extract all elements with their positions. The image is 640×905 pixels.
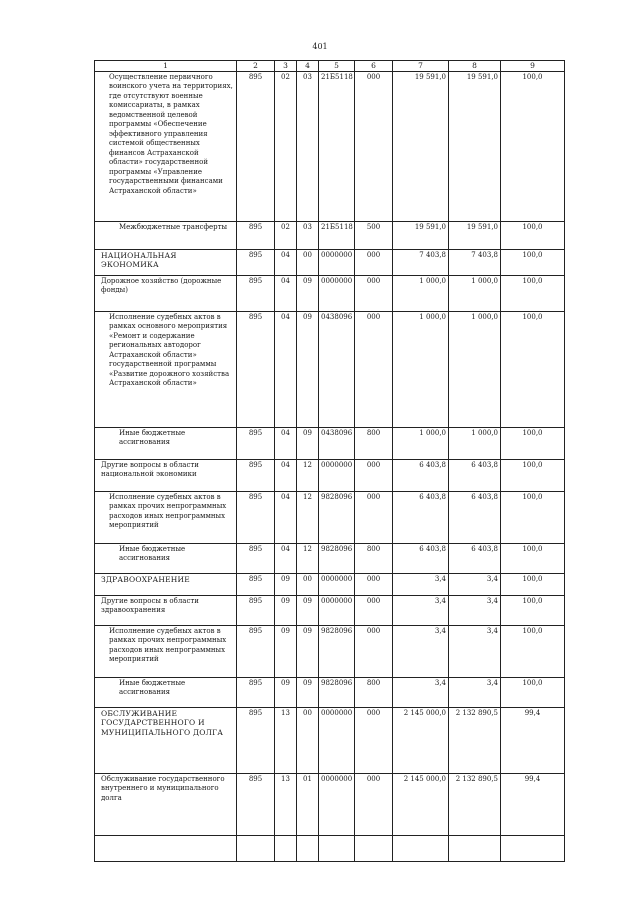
row-name: Иные бюджетные ассигнования [95,677,237,707]
table-row [95,427,565,459]
row-subsection: 09 [297,275,319,311]
row-subsection: 00 [297,707,319,773]
row-subsection: 09 [297,595,319,625]
row-expense-type: 000 [355,459,393,491]
row-planned: 6 403,8 [393,491,449,543]
row-section: 13 [275,707,297,773]
row-section: 04 [275,275,297,311]
row-name: Обслуживание государственного внутреннего и муниципального долга [95,773,237,835]
row-target-item: 21Б5118 [319,221,355,249]
row-percent: 100,0 [501,249,565,275]
header-cell: 5 [319,61,355,72]
row-expense-type: 800 [355,427,393,459]
row-percent: 100,0 [501,459,565,491]
row-subsection: 03 [297,221,319,249]
row-target-item: 0000000 [319,459,355,491]
header-cell: 6 [355,61,393,72]
row-planned: 3,4 [393,625,449,677]
table-row [95,275,565,311]
row-percent: 100,0 [501,573,565,595]
row-ministry: 895 [237,573,275,595]
row-executed: 2 132 890,5 [449,773,501,835]
row-name: Другие вопросы в области здравоохранения [95,595,237,625]
row-percent: 99,4 [501,773,565,835]
row-target-item: 9828096 [319,491,355,543]
row-name: Иные бюджетные ассигнования [95,427,237,459]
row-ministry: 895 [237,491,275,543]
row-target-item: 9828096 [319,625,355,677]
row-section: 02 [275,71,297,221]
row-section: 04 [275,427,297,459]
row-ministry: 895 [237,249,275,275]
header-cell: 7 [393,61,449,72]
table-row [95,773,565,835]
header-cell: 3 [275,61,297,72]
row-ministry: 895 [237,625,275,677]
row-executed: 7 403,8 [449,249,501,275]
row-planned: 19 591,0 [393,221,449,249]
row-name: Иные бюджетные ассигнования [95,543,237,573]
row-subsection: 09 [297,311,319,427]
row-percent: 100,0 [501,595,565,625]
row-section: 04 [275,311,297,427]
header-cell: 2 [237,61,275,72]
row-name: Дорожное хозяйство (дорожные фонды) [95,275,237,311]
row-executed: 6 403,8 [449,543,501,573]
row-planned: 1 000,0 [393,275,449,311]
row-target-item: 0000000 [319,595,355,625]
row-ministry: 895 [237,311,275,427]
row-name: Осуществление первичного воинского учета на территориях, где отсутствуют военные комиссариаты, в рамках ведомственной целевой программы «Обеспечение эффективного управления системой общественных финансов Астраханской области» государственной программы «Управление государственными финансами Астраханской области» [95,71,237,221]
row-target-item: 9828096 [319,677,355,707]
row-expense-type: 000 [355,71,393,221]
row-subsection: 01 [297,773,319,835]
row-section: 04 [275,249,297,275]
row-planned: 6 403,8 [393,543,449,573]
row-section: 02 [275,221,297,249]
table-row [95,459,565,491]
table-row [95,491,565,543]
row-ministry: 895 [237,773,275,835]
row-executed: 1 000,0 [449,427,501,459]
row-percent: 100,0 [501,71,565,221]
row-section: 09 [275,625,297,677]
row-planned: 2 145 000,0 [393,773,449,835]
row-subsection: 00 [297,573,319,595]
row-percent: 99,4 [501,707,565,773]
table-row [95,573,565,595]
row-section: 09 [275,595,297,625]
row-expense-type: 000 [355,491,393,543]
row-ministry: 895 [237,543,275,573]
row-planned: 2 145 000,0 [393,707,449,773]
row-planned: 19 591,0 [393,71,449,221]
row-expense-type: 500 [355,221,393,249]
table-row [95,677,565,707]
row-ministry: 895 [237,677,275,707]
row-executed: 3,4 [449,625,501,677]
row-ministry: 895 [237,221,275,249]
row-expense-type: 000 [355,595,393,625]
row-ministry: 895 [237,275,275,311]
row-expense-type: 000 [355,625,393,677]
row-planned: 1 000,0 [393,311,449,427]
table-row [95,249,565,275]
row-percent: 100,0 [501,427,565,459]
row-executed: 3,4 [449,573,501,595]
row-expense-type: 000 [355,707,393,773]
row-percent: 100,0 [501,491,565,543]
budget-table [94,60,565,862]
row-executed: 3,4 [449,677,501,707]
header-cell: 8 [449,61,501,72]
row-subsection: 09 [297,625,319,677]
row-expense-type: 000 [355,249,393,275]
row-executed: 2 132 890,5 [449,707,501,773]
row-executed: 19 591,0 [449,221,501,249]
row-ministry: 895 [237,71,275,221]
row-target-item: 9828096 [319,543,355,573]
row-name: ОБСЛУЖИВАНИЕ ГОСУДАРСТВЕННОГО И МУНИЦИПАЛЬНОГО ДОЛГА [95,707,237,773]
row-ministry: 895 [237,595,275,625]
table-row [95,707,565,773]
row-executed: 6 403,8 [449,459,501,491]
row-percent: 100,0 [501,221,565,249]
row-subsection: 12 [297,491,319,543]
row-section: 09 [275,573,297,595]
row-executed: 6 403,8 [449,491,501,543]
row-planned: 3,4 [393,595,449,625]
row-subsection: 09 [297,677,319,707]
header-cell: 9 [501,61,565,72]
row-name: НАЦИОНАЛЬНАЯ ЭКОНОМИКА [95,249,237,275]
row-planned: 1 000,0 [393,427,449,459]
table-row-empty [95,835,565,861]
page-number: 401 [312,42,328,51]
row-subsection: 12 [297,459,319,491]
row-executed: 1 000,0 [449,275,501,311]
row-section: 09 [275,677,297,707]
row-ministry: 895 [237,707,275,773]
row-section: 04 [275,491,297,543]
row-name: Другие вопросы в области национальной экономики [95,459,237,491]
header-cell: 4 [297,61,319,72]
row-subsection: 09 [297,427,319,459]
row-section: 04 [275,543,297,573]
row-planned: 7 403,8 [393,249,449,275]
row-section: 04 [275,459,297,491]
row-name: Межбюджетные трансферты [95,221,237,249]
row-name: Исполнение судебных актов в рамках прочих непрограммных расходов иных непрограммных мероприятий [95,625,237,677]
row-target-item: 0438096 [319,427,355,459]
table-row [95,311,565,427]
row-target-item: 0000000 [319,249,355,275]
row-planned: 3,4 [393,677,449,707]
table-row [95,595,565,625]
row-percent: 100,0 [501,543,565,573]
row-target-item: 0000000 [319,707,355,773]
row-target-item: 0000000 [319,573,355,595]
header-row [95,61,565,72]
row-expense-type: 000 [355,573,393,595]
row-name: Исполнение судебных актов в рамках основного мероприятия «Ремонт и содержание региональных автодорог Астраханской области» государственной программы «Развитие дорожного хозяйства Астраханской области» [95,311,237,427]
row-name: ЗДРАВООХРАНЕНИЕ [95,573,237,595]
table-row [95,543,565,573]
table-row [95,221,565,249]
row-subsection: 03 [297,71,319,221]
row-target-item: 0000000 [319,773,355,835]
row-subsection: 12 [297,543,319,573]
table-row [95,71,565,221]
row-executed: 3,4 [449,595,501,625]
row-executed: 19 591,0 [449,71,501,221]
row-planned: 6 403,8 [393,459,449,491]
row-ministry: 895 [237,459,275,491]
row-expense-type: 800 [355,677,393,707]
row-section: 13 [275,773,297,835]
row-executed: 1 000,0 [449,311,501,427]
row-planned: 3,4 [393,573,449,595]
row-percent: 100,0 [501,677,565,707]
row-percent: 100,0 [501,625,565,677]
row-expense-type: 000 [355,275,393,311]
header-cell: 1 [95,61,237,72]
row-percent: 100,0 [501,275,565,311]
table-row [95,625,565,677]
row-expense-type: 000 [355,311,393,427]
row-ministry: 895 [237,427,275,459]
row-expense-type: 800 [355,543,393,573]
row-target-item: 0000000 [319,275,355,311]
row-name: Исполнение судебных актов в рамках прочих непрограммных расходов иных непрограммных мероприятий [95,491,237,543]
row-expense-type: 000 [355,773,393,835]
row-percent: 100,0 [501,311,565,427]
row-target-item: 0438096 [319,311,355,427]
row-target-item: 21Б5118 [319,71,355,221]
row-subsection: 00 [297,249,319,275]
